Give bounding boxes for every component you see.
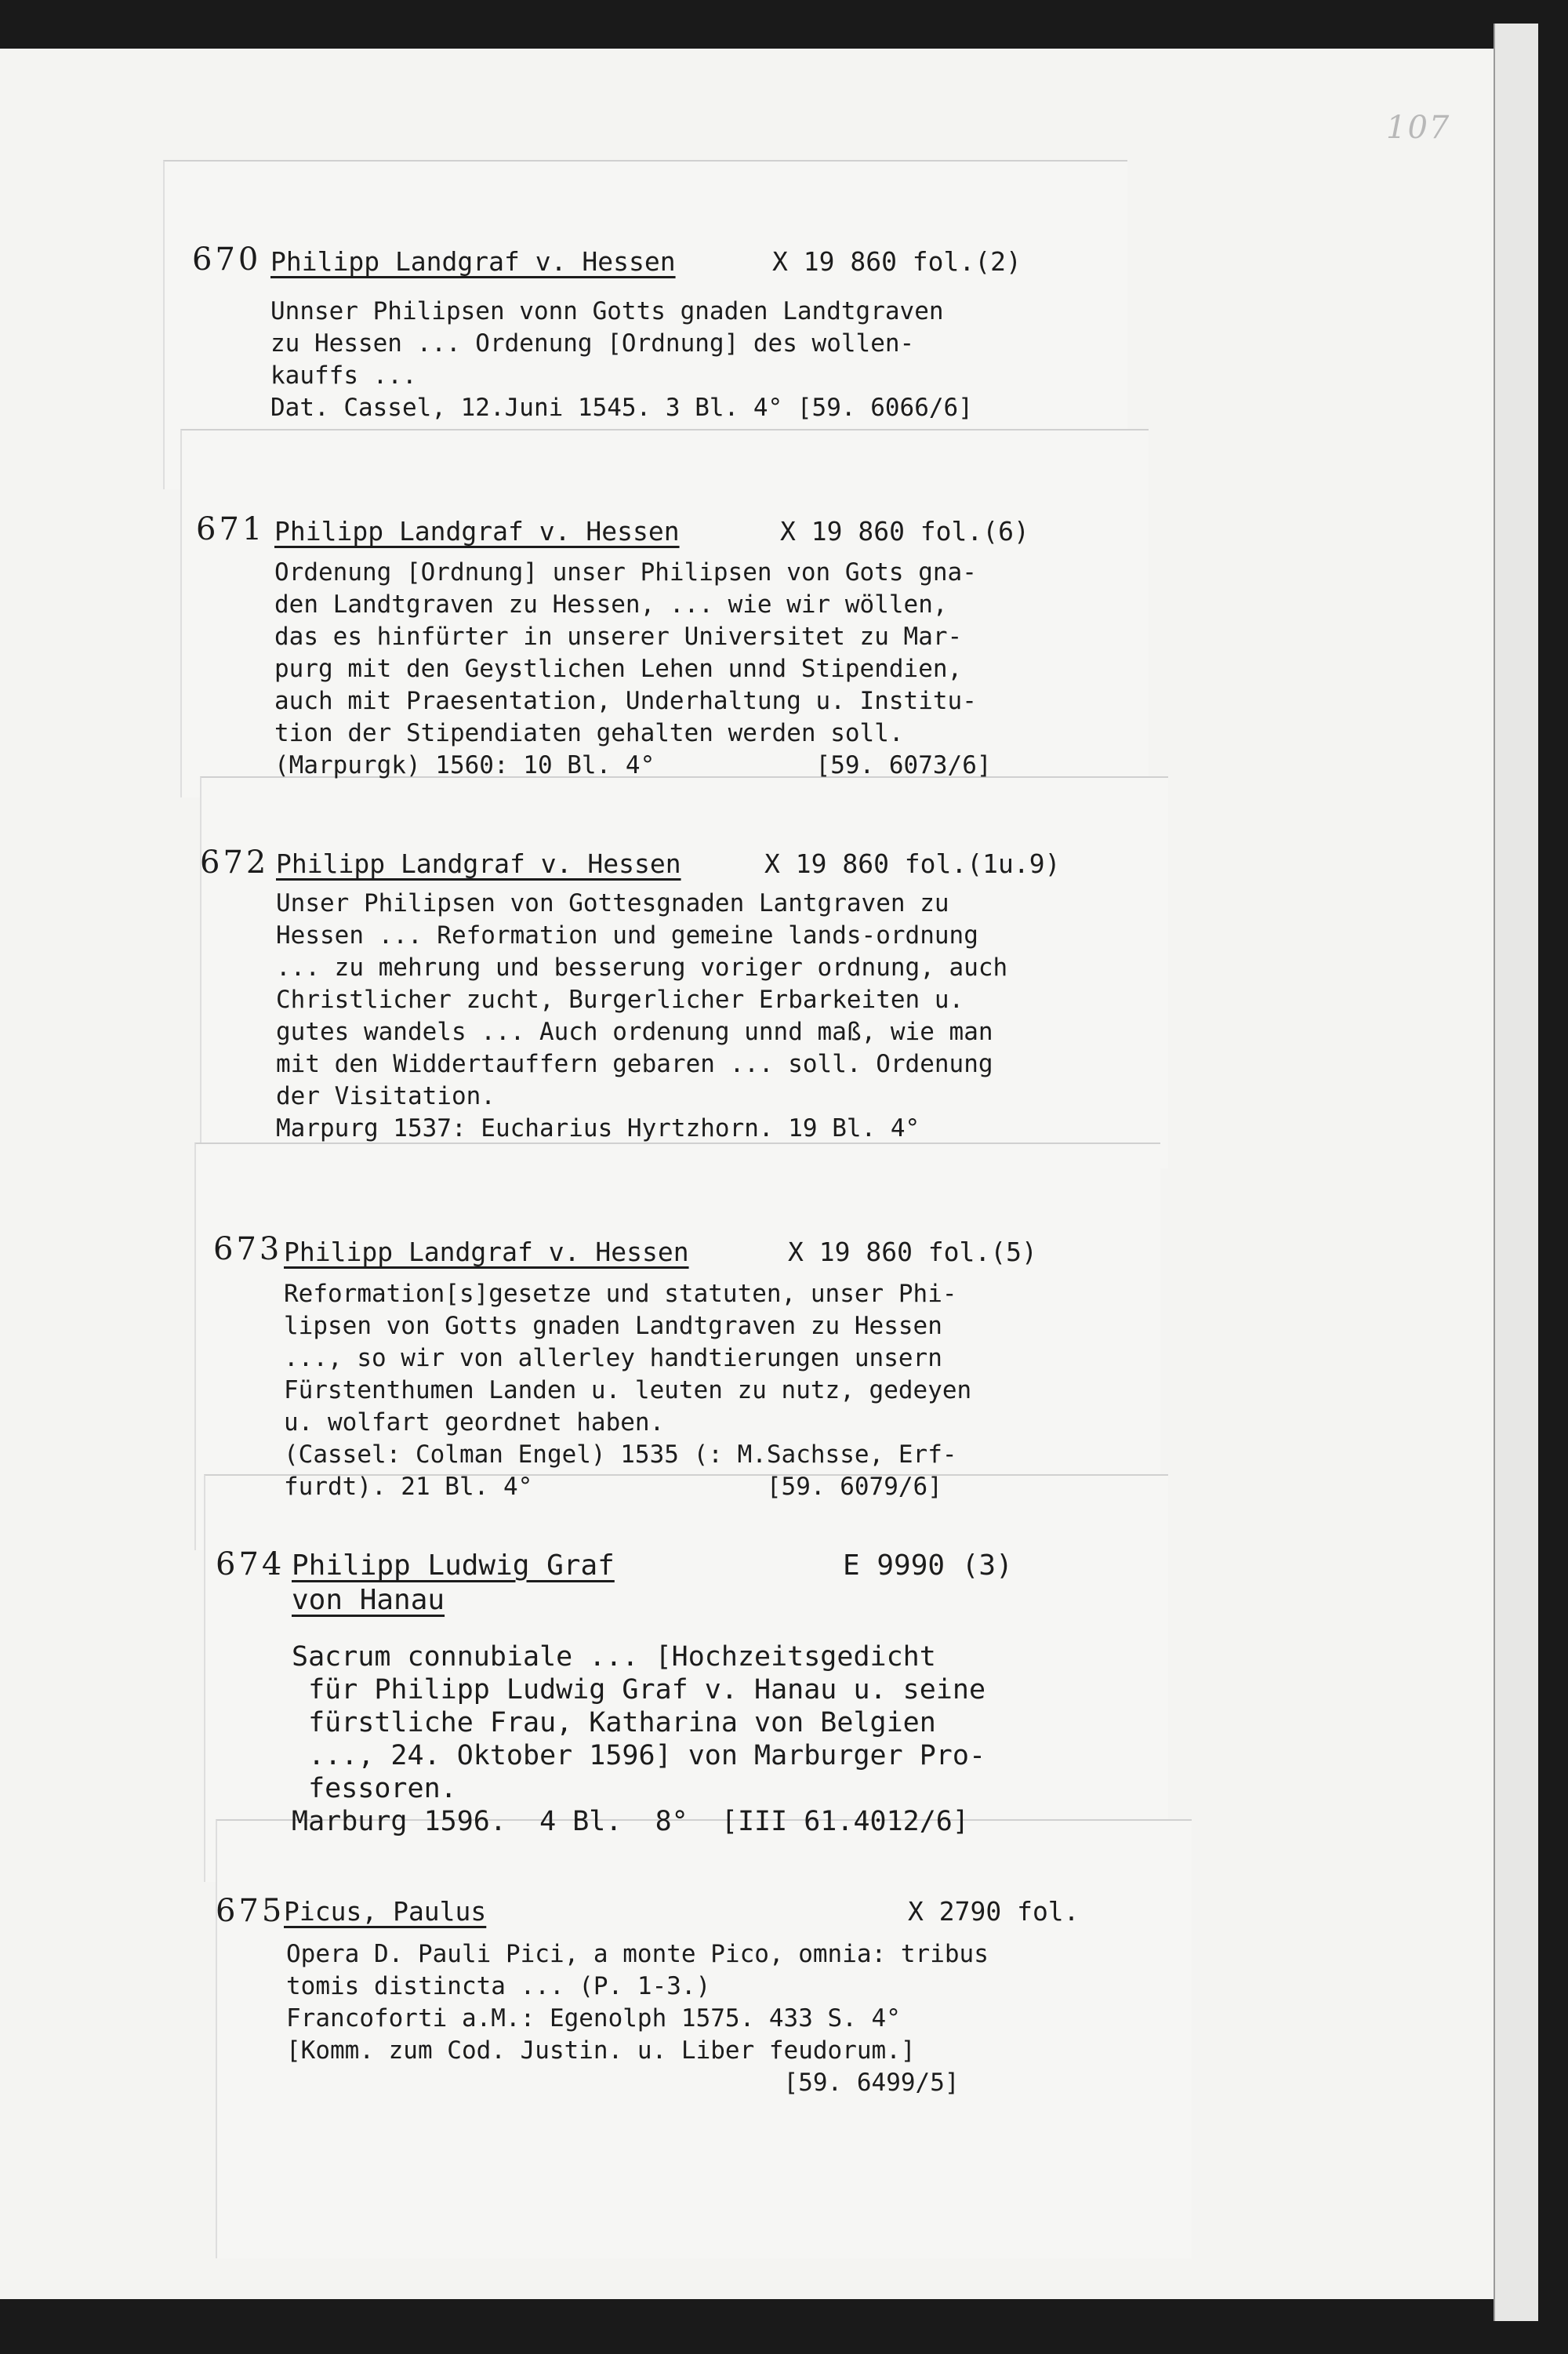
entry-shelfmark: X 19 860 fol.(1u.9) bbox=[764, 848, 1061, 879]
entry-line: Dat. Cassel, 12.Juni 1545. 3 Bl. 4° [59. 6066/6] bbox=[270, 394, 973, 422]
entry-shelfmark: E 9990 (3) bbox=[843, 1549, 1013, 1582]
entry-author: Philipp Landgraf v. Hessen bbox=[276, 848, 681, 879]
entry-number: 671 bbox=[196, 511, 266, 547]
entry-line: purg mit den Geystlichen Lehen unnd Stipendien, bbox=[274, 655, 963, 683]
entry-line: tion der Stipendiaten gehalten werden soll. bbox=[274, 719, 904, 747]
entry-line: [59. 6499/5] bbox=[286, 2069, 960, 2097]
entry-line: (Cassel: Colman Engel) 1535 (: M.Sachsse, Erf- bbox=[284, 1440, 957, 1469]
entry-number: 674 bbox=[216, 1546, 285, 1582]
entry-number: 672 bbox=[200, 845, 270, 881]
entry-shelfmark: X 19 860 fol.(2) bbox=[772, 246, 1022, 277]
entry-line: den Landtgraven zu Hessen, ... wie wir wöllen, bbox=[274, 590, 948, 619]
entry-line: mit den Widdertauffern gebaren ... soll. Ordenung bbox=[276, 1050, 993, 1078]
entry-author: Philipp Ludwig Graf bbox=[292, 1549, 615, 1582]
entry-body bbox=[284, 1278, 971, 1503]
entry-line: Opera D. Pauli Pici, a monte Pico, omnia: tribus bbox=[286, 1940, 989, 1968]
entry-shelfmark: X 19 860 fol.(6) bbox=[780, 516, 1029, 547]
entry-number: 673 bbox=[213, 1231, 283, 1267]
entry-shelfmark: X 2790 fol. bbox=[908, 1896, 1080, 1927]
entry-body bbox=[292, 1640, 985, 1838]
entry-line: fessoren. bbox=[292, 1773, 457, 1804]
entry-body bbox=[270, 296, 973, 424]
entry-line: gutes wandels ... Auch ordenung unnd maß, wie man bbox=[276, 1018, 993, 1046]
entry-line: das es hinfürter in unserer Universitet zu Mar- bbox=[274, 623, 963, 651]
entry-number: 675 bbox=[216, 1893, 285, 1929]
entry-line: fürstliche Frau, Katharina von Belgien bbox=[292, 1707, 936, 1738]
page-edge bbox=[1494, 24, 1538, 2321]
entry-line: [Komm. zum Cod. Justin. u. Liber feudorum.] bbox=[286, 2036, 916, 2065]
entry-line: Marburg 1596. 4 Bl. 8° [III 61.4012/6] bbox=[292, 1806, 969, 1837]
entry-line: Unnser Philipsen vonn Gotts gnaden Landtgraven bbox=[270, 297, 944, 325]
entry-line: auch mit Praesentation, Underhaltung u. Institu- bbox=[274, 687, 977, 715]
entry-line: Reformation[s]gesetze und statuten, unser Phi- bbox=[284, 1280, 957, 1308]
entry-line: lipsen von Gotts gnaden Landtgraven zu Hessen bbox=[284, 1312, 942, 1340]
entry-author: Philipp Landgraf v. Hessen bbox=[284, 1237, 689, 1267]
entry-author-continued: von Hanau bbox=[292, 1584, 445, 1616]
entry-line: Fürstenthumen Landen u. leuten zu nutz, gedeyen bbox=[284, 1376, 972, 1404]
entry-body bbox=[274, 557, 992, 782]
entry-line: ..., 24. Oktober 1596] von Marburger Pro- bbox=[292, 1740, 986, 1771]
entry-body bbox=[286, 1938, 989, 2099]
folio-number: 107 bbox=[1386, 110, 1451, 146]
entry-line: kauffs ... bbox=[270, 361, 417, 390]
entry-line: ... zu mehrung und besserung voriger ordnung, auch bbox=[276, 954, 1008, 982]
entry-line: Ordenung [Ordnung] unser Philipsen von Gots gna- bbox=[274, 558, 977, 587]
entry-line: Christlicher zucht, Burgerlicher Erbarkeiten u. bbox=[276, 986, 964, 1014]
entry-line: Sacrum connubiale ... [Hochzeitsgedicht bbox=[292, 1641, 936, 1673]
entry-line: Unser Philipsen von Gottesgnaden Lantgraven zu bbox=[276, 889, 949, 917]
entry-line: der Visitation. bbox=[276, 1082, 495, 1110]
entry-line: Marpurg 1537: Eucharius Hyrtzhorn. 19 Bl. 4° bbox=[276, 1114, 920, 1142]
entry-line: für Philipp Ludwig Graf v. Hanau u. seine bbox=[292, 1674, 986, 1706]
entry-line: zu Hessen ... Ordenung [Ordnung] des wollen- bbox=[270, 329, 915, 358]
entry-number: 670 bbox=[192, 242, 262, 278]
entry-line: u. wolfart geordnet haben. bbox=[284, 1408, 665, 1437]
entry-author: Philipp Landgraf v. Hessen bbox=[274, 516, 680, 547]
page bbox=[0, 49, 1494, 2299]
entry-line: furdt). 21 Bl. 4° [59. 6079/6] bbox=[284, 1473, 942, 1501]
entry-line: ..., so wir von allerley handtierungen unsern bbox=[284, 1344, 942, 1372]
entry-shelfmark: X 19 860 fol.(5) bbox=[788, 1237, 1037, 1267]
entry-line: (Marpurgk) 1560: 10 Bl. 4° [59. 6073/6] bbox=[274, 751, 992, 779]
entry-author: Philipp Landgraf v. Hessen bbox=[270, 246, 676, 277]
entry-body bbox=[276, 888, 1007, 1145]
entry-line: Hessen ... Reformation und gemeine lands-ordnung bbox=[276, 921, 978, 950]
entry-author: Picus, Paulus bbox=[284, 1896, 487, 1927]
entry-line: Francoforti a.M.: Egenolph 1575. 433 S. 4° bbox=[286, 2004, 901, 2033]
entry-line: tomis distincta ... (P. 1-3.) bbox=[286, 1972, 711, 2000]
